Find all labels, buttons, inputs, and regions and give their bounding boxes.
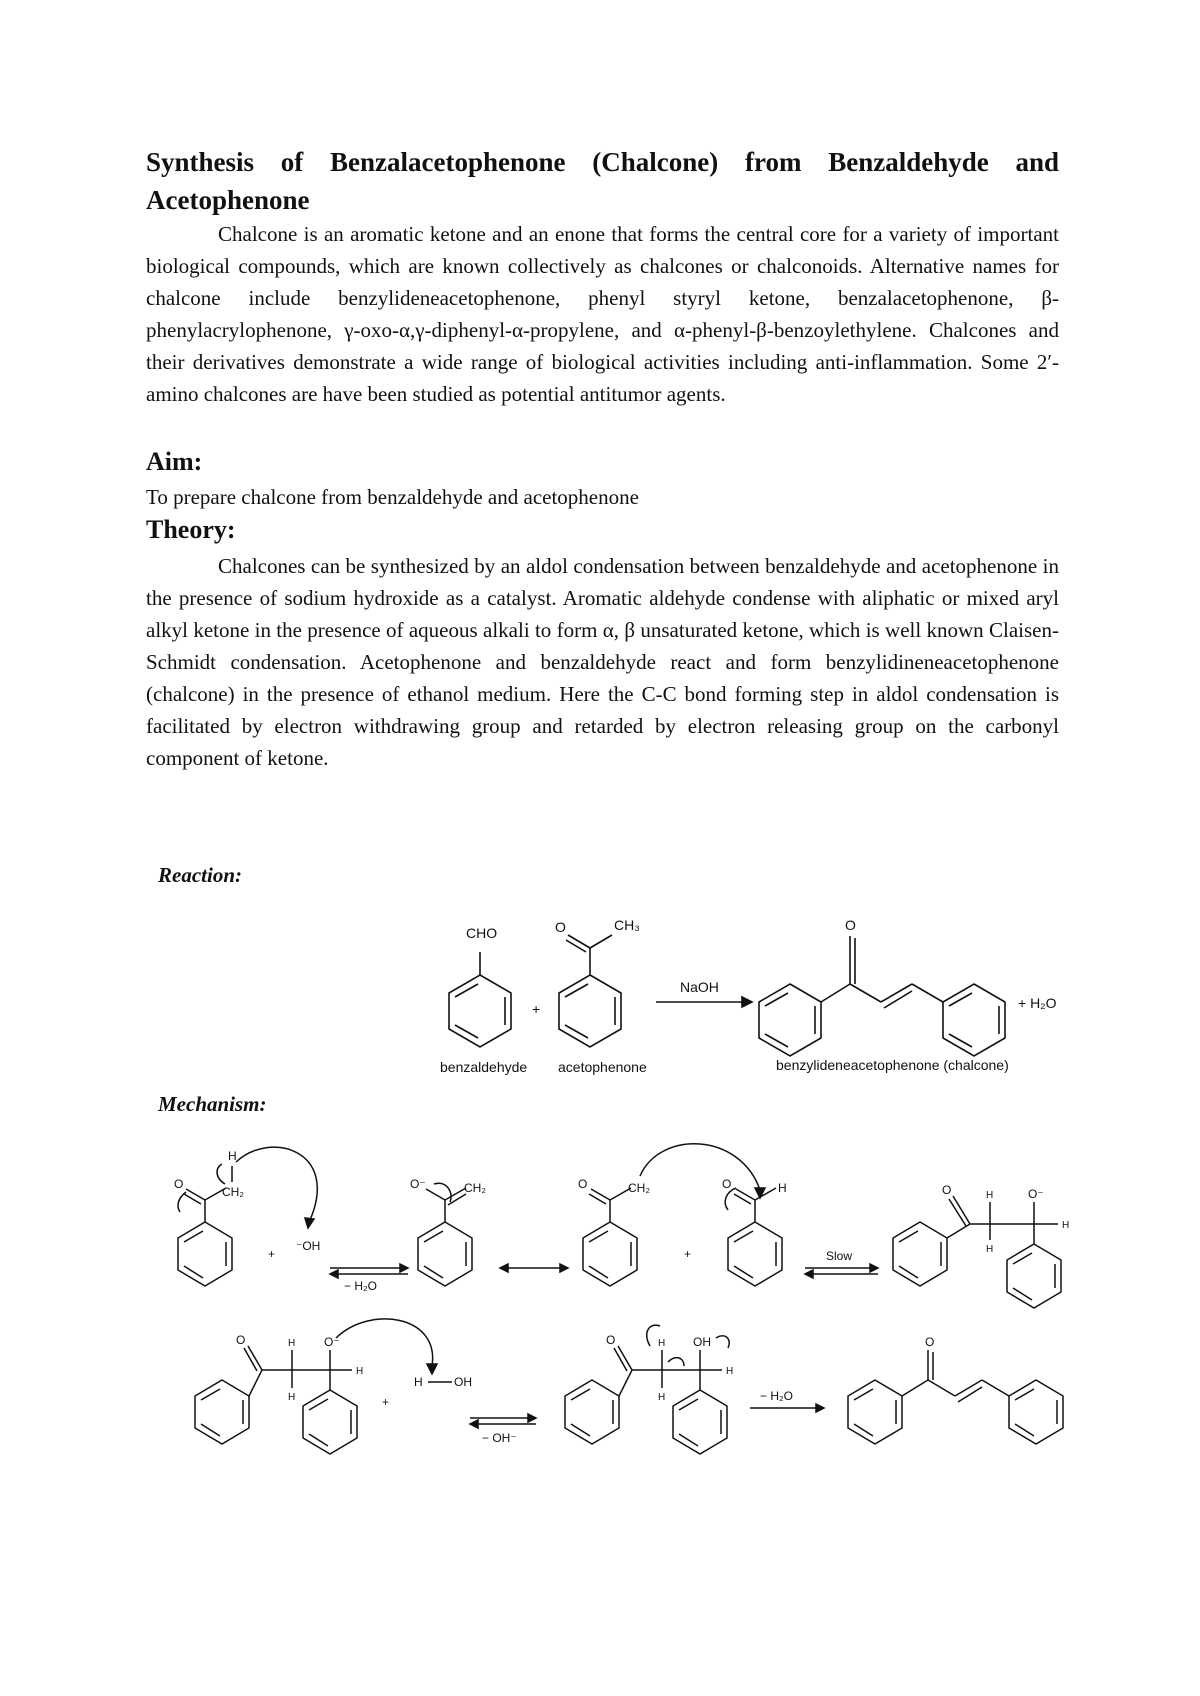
mechanism-label: Mechanism: xyxy=(158,1092,267,1116)
chalcone-ring-right xyxy=(943,984,1005,1056)
mech-h-5b: H xyxy=(986,1244,994,1255)
water-label: + H₂O xyxy=(1018,995,1057,1011)
mech-h-1: H xyxy=(228,1149,237,1163)
reaction-label: Reaction: xyxy=(158,863,242,887)
mech2-h-2b: H xyxy=(658,1392,666,1403)
mech-h-4: H xyxy=(778,1181,787,1195)
mech2-plus: + xyxy=(382,1395,390,1409)
product-name: benzylideneacetophenone (chalcone) xyxy=(776,1057,1009,1073)
mech-o-4: O xyxy=(722,1177,732,1191)
acetophenone-o-label: O xyxy=(555,919,566,935)
mech2-minus-water: − H₂O xyxy=(760,1389,793,1403)
mech-o-minus-5: O⁻ xyxy=(1028,1187,1044,1201)
cho-label: CHO xyxy=(466,925,498,941)
mechanism-row-2 xyxy=(0,1310,1200,1460)
mech-o-5: O xyxy=(942,1183,952,1197)
reaction-scheme xyxy=(0,880,1200,1080)
product-o-label: O xyxy=(845,917,856,933)
benzaldehyde-name: benzaldehyde xyxy=(440,1059,528,1075)
ch3-label: CH₃ xyxy=(614,917,640,933)
mech2-o-final: O xyxy=(925,1335,935,1349)
mech-plus-2: + xyxy=(684,1247,692,1261)
mech-ch2-1: CH₂ xyxy=(222,1185,244,1199)
mech-ch2-2: CH₂ xyxy=(464,1181,486,1195)
plus-sign: + xyxy=(532,1001,541,1017)
mech-ch2-3: CH₂ xyxy=(628,1181,650,1195)
mech-o-3: O xyxy=(578,1177,588,1191)
mech2-h-2c: H xyxy=(726,1366,734,1377)
theory-section xyxy=(146,550,1059,774)
mech2-water-oh: OH xyxy=(454,1375,472,1389)
mech-h-5c: H xyxy=(1062,1220,1070,1231)
chalcone-ring-left xyxy=(759,984,821,1056)
mech2-o-1: O xyxy=(236,1333,246,1347)
mech-slow: Slow xyxy=(826,1249,853,1263)
mech-hydroxide: ⁻OH xyxy=(296,1239,321,1253)
mech2-water-h: H xyxy=(414,1375,423,1389)
aim-text: To prepare chalcone from benzaldehyde and acetophenone xyxy=(146,485,639,509)
mech2-h-1c: H xyxy=(356,1366,364,1377)
benzaldehyde-ring xyxy=(449,952,511,1047)
mech2-o-2: O xyxy=(606,1333,616,1347)
mechanism-row-1 xyxy=(0,1140,1200,1310)
mech2-minus-oh: − OH⁻ xyxy=(482,1431,517,1445)
mech2-oh-2: OH xyxy=(693,1335,711,1349)
document-title: Synthesis of Benzalacetophenone (Chalcone) from Benzaldehyde and Acetophenone xyxy=(146,147,1059,215)
mech-o-1: O xyxy=(174,1177,184,1191)
mech2-o-minus: O⁻ xyxy=(324,1335,340,1349)
intro-section xyxy=(146,218,1059,410)
mech2-h-1b: H xyxy=(288,1392,296,1403)
naoh-label: NaOH xyxy=(680,979,719,995)
acetophenone-ring xyxy=(559,935,621,1047)
mech-h-5a: H xyxy=(986,1190,994,1201)
intro-paragraph: Chalcone is an aromatic ketone and an enone that forms the central core for a variety of important biological compounds, which are known collectively as chalcones or chalconoids. Alternative names for chalcone include benzylideneacetophenone, phenyl styryl ketone, benzalacetophenone, β-phenylacrylophenone, γ-oxo-α,γ-diphenyl-α-propylene, and α-phenyl-β-benzoylethylene. Chalcones and their derivatives demonstrate a wide range of biological activities including anti-inflammation. Some 2′-amino chalcones are have been studied as potential antitumor agents. xyxy=(146,222,1059,406)
mech-plus-1: + xyxy=(268,1247,276,1261)
aim-heading: Aim: xyxy=(146,447,203,476)
theory-paragraph: Chalcones can be synthesized by an aldol condensation between benzaldehyde and acetophenone in the presence of sodium hydroxide as a catalyst. Aromatic aldehyde condense with aliphatic or mixed aryl alkyl ketone in the presence of aqueous alkali to form α, β unsaturated ketone, which is well known Claisen-Schmidt condensation. Acetophenone and benzaldehyde react and form benzylidineneacetophenone (chalcone) in the presence of ethanol medium. Here the C-C bond forming step in aldol condensation is facilitated by electron withdrawing group and retarded by electron releasing group on the carbonyl component of ketone. xyxy=(146,554,1059,770)
mech-o-minus-1: O⁻ xyxy=(410,1177,426,1191)
mech2-h-2a: H xyxy=(658,1338,666,1349)
acetophenone-name: acetophenone xyxy=(558,1059,647,1075)
mech2-h-1a: H xyxy=(288,1338,296,1349)
mech-minus-water-1: − H₂O xyxy=(344,1279,377,1293)
theory-heading: Theory: xyxy=(146,515,236,544)
